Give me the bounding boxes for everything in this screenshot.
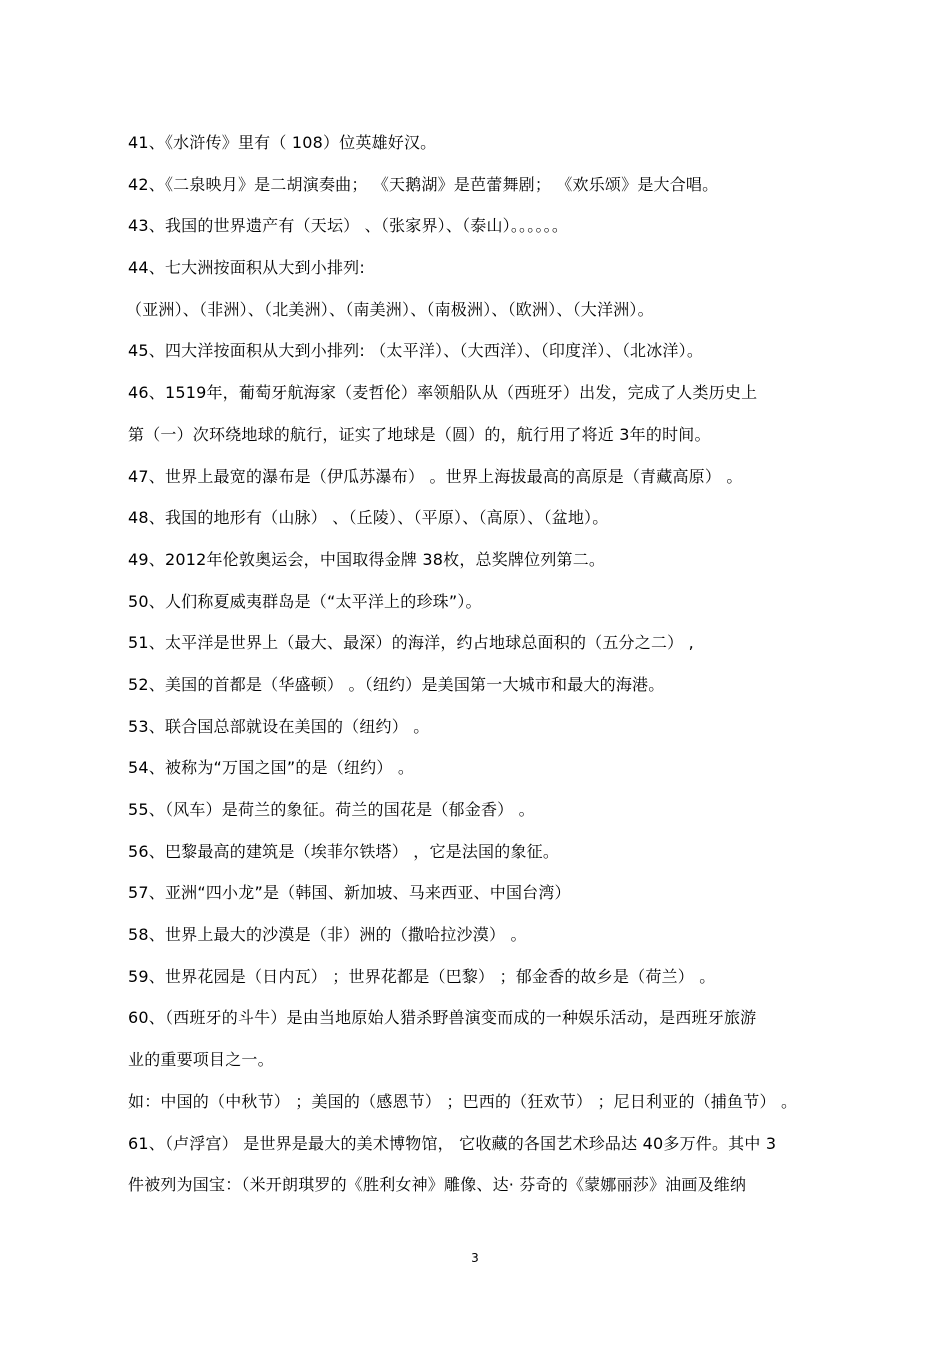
- text-line: （亚洲）、（非洲）、（北美洲）、（南美洲）、（南极洲）、（欧洲）、（大洋洲）。: [126, 299, 654, 319]
- text-line: 54、被称为“万国之国”的是（纽约） 。: [128, 758, 415, 778]
- text-line: 56、巴黎最高的建筑是（埃菲尔铁塔） ，它是法国的象征。: [128, 841, 560, 861]
- text-line: 48、我国的地形有（山脉） 、（丘陵）、（平原）、（高原）、（盆地）。: [128, 508, 609, 528]
- text-line: 46、1519年，葡萄牙航海家（麦哲伦）率领船队从（西班牙）出发，完成了人类历史上: [128, 383, 758, 403]
- text-line: 58、世界上最大的沙漠是（非）洲的（撒哈拉沙漠） 。: [128, 925, 527, 945]
- text-line: 如：中国的（中秋节） ；美国的（感恩节） ；巴西的（狂欢节） ；尼日利亚的（捕鱼节） 。: [128, 1091, 798, 1111]
- page-number: 3: [471, 1251, 479, 1265]
- text-line: 59、世界花园是（日内瓦） ；世界花都是（巴黎） ；郁金香的故乡是（荷兰） 。: [128, 966, 716, 986]
- text-line: 44、七大洲按面积从大到小排列:: [128, 258, 365, 278]
- text-body: [128, 128, 888, 1212]
- text-line: 52、美国的首都是（华盛顿） 。（纽约）是美国第一大城市和最大的海港。: [128, 674, 665, 694]
- text-line: 53、联合国总部就设在美国的（纽约） 。: [128, 716, 430, 736]
- text-line: 49、2012年伦敦奥运会，中国取得金牌 38枚，总奖牌位列第二。: [128, 549, 606, 569]
- text-line: 业的重要项目之一。: [128, 1050, 274, 1070]
- text-line: 42、《二泉映月》是二胡演奏曲； 《天鹅湖》是芭蕾舞剧； 《欢乐颂》是大合唱。: [128, 174, 719, 194]
- text-line: 57、亚洲“四小龙”是（韩国、新加坡、马来西亚、中国台湾）: [128, 883, 571, 903]
- text-line: 61、（卢浮宫） 是世界是最大的美术博物馆， 它收藏的各国艺术珍品达 40多万件。其中 3: [128, 1133, 777, 1153]
- text-line: 45、四大洋按面积从大到小排列: （太平洋）、（大西洋）、（印度洋）、（北冰洋）。: [128, 341, 704, 361]
- text-line: 60、（西班牙的斗牛）是由当地原始人猎杀野兽演变而成的一种娱乐活动，是西班牙旅游: [128, 1008, 757, 1028]
- text-line: 47、世界上最宽的瀑布是（伊瓜苏瀑布） 。世界上海拔最高的高原是（青藏高原） 。: [128, 466, 743, 486]
- text-line: 43、我国的世界遗产有（天坛） 、（张家界）、（泰山）。。。。。。: [128, 216, 569, 236]
- text-line: 50、人们称夏威夷群岛是（“太平洋上的珍珠”）。: [128, 591, 482, 611]
- text-line: 件被列为国宝：（米开朗琪罗的《胜利女神》雕像、达· 芬奇的《蒙娜丽莎》油画及维纳: [128, 1175, 747, 1195]
- text-line: 55、（风车）是荷兰的象征。荷兰的国花是（郁金香） 。: [128, 800, 535, 819]
- text-line: 第（一）次环绕地球的航行，证实了地球是（圆）的，航行用了将近 3年的时间。: [128, 424, 711, 444]
- text-line: 41、《水浒传》里有（ 108）位英雄好汉。: [128, 133, 437, 152]
- text-line: 51、太平洋是世界上（最大、最深）的海洋，约占地球总面积的（五分之二） ,: [128, 633, 694, 653]
